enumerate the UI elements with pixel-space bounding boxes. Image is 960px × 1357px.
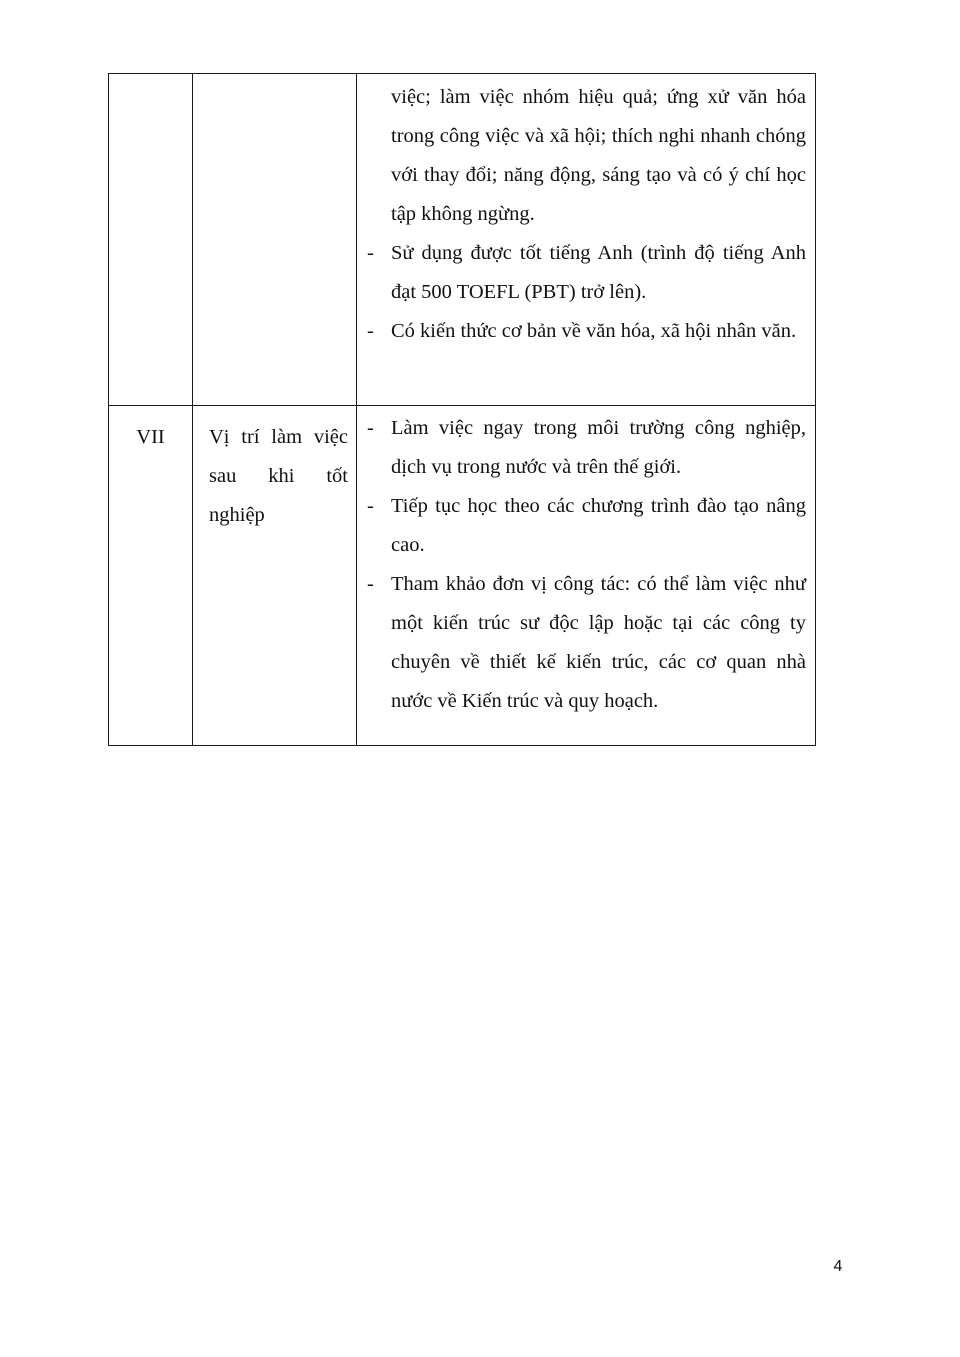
table-row — [109, 74, 816, 406]
list-item — [357, 565, 806, 721]
row-number-cell — [109, 74, 193, 406]
row-content-cell — [357, 406, 816, 746]
list-item-text: Sử dụng được tốt tiếng Anh (trình độ tiếng Anh đạt 500 TOEFL (PBT) trở lên). — [391, 242, 806, 303]
list-item — [357, 312, 806, 351]
bullet-dash: - — [367, 573, 374, 595]
program-table — [108, 73, 816, 746]
row-content-cell — [357, 74, 816, 406]
bullet-dash: - — [367, 417, 374, 439]
list-item — [357, 487, 806, 565]
continued-paragraph: việc; làm việc nhóm hiệu quả; ứng xử văn hóa trong công việc và xã hội; thích nghi nhanh chóng với thay đổi; năng động, sáng tạo và có ý chí học tập không ngừng. — [391, 86, 806, 225]
list-item-text: Làm việc ngay trong môi trường công nghiệp, dịch vụ trong nước và trên thế giới. — [391, 417, 806, 478]
list-item-text: Tiếp tục học theo các chương trình đào tạo nâng cao. — [391, 495, 806, 556]
list-item — [357, 409, 806, 487]
bullet-dash: - — [367, 495, 374, 517]
bullet-dash: - — [367, 320, 374, 342]
bullet-dash: - — [367, 242, 374, 264]
list-item-text: Tham khảo đơn vị công tác: có thể làm việc như một kiến trúc sư độc lập hoặc tại các công ty chuyên về thiết kế kiến trúc, các cơ quan nhà nước về Kiến trúc và quy hoạch. — [391, 573, 806, 712]
row-label-cell: Vị trí làm việc sau khi tốt nghiệp — [193, 406, 357, 746]
page-number: 4 — [833, 1258, 843, 1275]
list-item — [357, 234, 806, 312]
row-number-cell: VII — [109, 406, 193, 746]
table-row — [109, 406, 816, 746]
list-item-text: Có kiến thức cơ bản về văn hóa, xã hội nhân văn. — [391, 320, 797, 342]
row-label-cell — [193, 74, 357, 406]
